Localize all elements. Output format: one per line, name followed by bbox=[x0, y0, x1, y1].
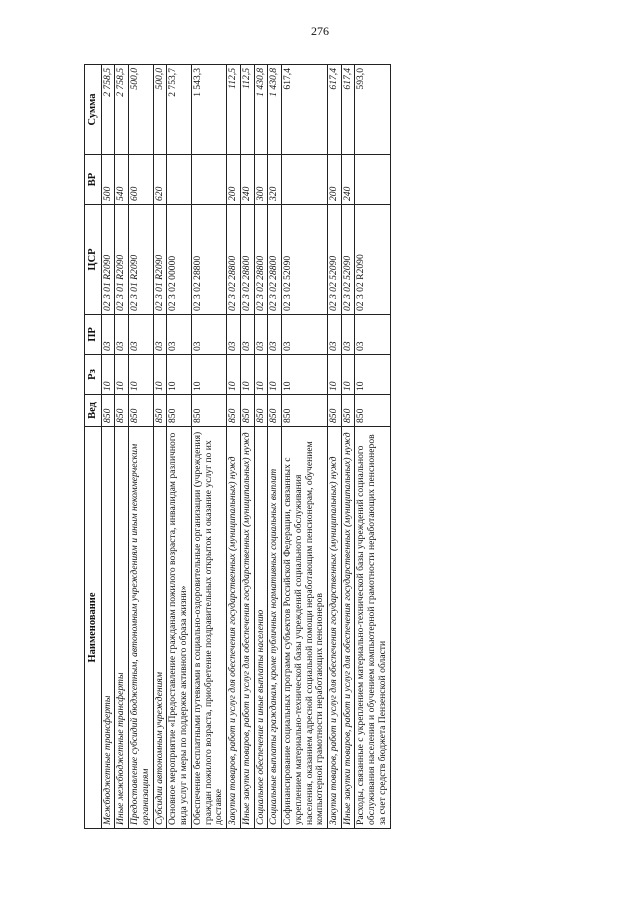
cell-name: Иные закупки товаров, работ и услуг для обеспечения государственных (муниципальных) нужд bbox=[240, 427, 254, 829]
cell-ved: 850 bbox=[341, 395, 355, 427]
table-row bbox=[227, 65, 241, 829]
cell-ved: 850 bbox=[268, 395, 282, 427]
table-row bbox=[240, 65, 254, 829]
cell-vr: 500 bbox=[101, 155, 115, 205]
cell-csr: 02 3 02 28800 bbox=[254, 205, 268, 315]
cell-vr: 200 bbox=[227, 155, 241, 205]
cell-rz: 10 bbox=[167, 355, 191, 395]
cell-vr: 320 bbox=[268, 155, 282, 205]
cell-csr: 02 3 02 28800 bbox=[268, 205, 282, 315]
cell-csr: 02 3 02 52090 bbox=[341, 205, 355, 315]
table-row bbox=[191, 65, 226, 829]
cell-vr: 600 bbox=[129, 155, 153, 205]
cell-ved: 850 bbox=[115, 395, 129, 427]
cell-csr: 02 3 02 28800 bbox=[191, 205, 226, 315]
cell-rz: 10 bbox=[240, 355, 254, 395]
cell-ved: 850 bbox=[191, 395, 226, 427]
cell-vr: 620 bbox=[153, 155, 167, 205]
cell-rz: 10 bbox=[327, 355, 341, 395]
cell-sum: 1 430,8 bbox=[254, 65, 268, 155]
cell-pr: 03 bbox=[101, 315, 115, 355]
cell-sum: 617,4 bbox=[327, 65, 341, 155]
header-sum: Сумма bbox=[85, 65, 102, 155]
table-body bbox=[101, 65, 390, 829]
cell-sum: 112,5 bbox=[240, 65, 254, 155]
cell-rz: 10 bbox=[254, 355, 268, 395]
cell-vr: 540 bbox=[115, 155, 129, 205]
table-row bbox=[167, 65, 191, 829]
cell-sum: 112,5 bbox=[227, 65, 241, 155]
header-vr: ВР bbox=[85, 155, 102, 205]
table-row bbox=[153, 65, 167, 829]
cell-sum: 2 753,7 bbox=[167, 65, 191, 155]
page-number: 276 bbox=[311, 24, 329, 38]
table-row bbox=[355, 65, 390, 829]
cell-pr: 03 bbox=[327, 315, 341, 355]
cell-sum: 617,4 bbox=[341, 65, 355, 155]
cell-vr: 240 bbox=[240, 155, 254, 205]
cell-ved: 850 bbox=[153, 395, 167, 427]
cell-csr: 02 3 01 R2090 bbox=[129, 205, 153, 315]
table-row bbox=[282, 65, 328, 829]
cell-vr: 300 bbox=[254, 155, 268, 205]
cell-pr: 03 bbox=[115, 315, 129, 355]
cell-rz: 10 bbox=[115, 355, 129, 395]
cell-csr: 02 3 02 28800 bbox=[240, 205, 254, 315]
cell-pr: 03 bbox=[355, 315, 390, 355]
cell-name: Социальные выплаты гражданам, кроме публичных нормативных социальных выплат bbox=[268, 427, 282, 829]
cell-pr: 03 bbox=[227, 315, 241, 355]
cell-vr: 240 bbox=[341, 155, 355, 205]
cell-sum: 617,4 bbox=[282, 65, 328, 155]
cell-pr: 03 bbox=[240, 315, 254, 355]
cell-pr: 03 bbox=[153, 315, 167, 355]
cell-ved: 850 bbox=[355, 395, 390, 427]
cell-sum: 500,0 bbox=[129, 65, 153, 155]
cell-rz: 10 bbox=[101, 355, 115, 395]
cell-rz: 10 bbox=[191, 355, 226, 395]
table-row bbox=[254, 65, 268, 829]
cell-vr bbox=[282, 155, 328, 205]
cell-ved: 850 bbox=[129, 395, 153, 427]
header-pr: ПР bbox=[85, 315, 102, 355]
cell-name: Социальное обеспечение и иные выплаты населению bbox=[254, 427, 268, 829]
cell-pr: 03 bbox=[191, 315, 226, 355]
rotated-table-container bbox=[84, 65, 544, 829]
cell-sum: 500,0 bbox=[153, 65, 167, 155]
cell-ved: 850 bbox=[282, 395, 328, 427]
cell-rz: 10 bbox=[153, 355, 167, 395]
cell-name: Закупка товаров, работ и услуг для обеспечения государственных (муниципальных) нужд bbox=[327, 427, 341, 829]
cell-name: Основное мероприятие «Предоставление гражданам пожилого возраста, инвалидам различного вида услуг и меры по поддержке активного образа жизни» bbox=[167, 427, 191, 829]
cell-csr: 02 3 02 00000 bbox=[167, 205, 191, 315]
cell-pr: 03 bbox=[167, 315, 191, 355]
cell-name: Расходы, связанные с укреплением материально-технической базы учреждений социального обслуживания населения и обучением компьютерной грамотности неработающих пенсионеров за счет средств бюджета Пензенской области bbox=[355, 427, 390, 829]
cell-pr: 03 bbox=[341, 315, 355, 355]
cell-vr bbox=[191, 155, 226, 205]
cell-vr bbox=[355, 155, 390, 205]
table-row bbox=[129, 65, 153, 829]
cell-rz: 10 bbox=[282, 355, 328, 395]
cell-name: Межбюджетные трансферты bbox=[101, 427, 115, 829]
cell-name: Иные межбюджетные трансферты bbox=[115, 427, 129, 829]
cell-sum: 1 430,8 bbox=[268, 65, 282, 155]
cell-rz: 10 bbox=[355, 355, 390, 395]
cell-sum: 593,0 bbox=[355, 65, 390, 155]
cell-vr: 200 bbox=[327, 155, 341, 205]
cell-csr: 02 3 01 R2090 bbox=[101, 205, 115, 315]
cell-ved: 850 bbox=[240, 395, 254, 427]
header-rz: Рз bbox=[85, 355, 102, 395]
table-row bbox=[268, 65, 282, 829]
cell-ved: 850 bbox=[227, 395, 241, 427]
cell-name: Предоставление субсидий бюджетным, автономным учреждениям и иным некоммерческим организациям bbox=[129, 427, 153, 829]
header-csr: ЦСР bbox=[85, 205, 102, 315]
budget-table bbox=[84, 64, 391, 829]
header-name: Наименование bbox=[85, 427, 102, 829]
cell-pr: 03 bbox=[268, 315, 282, 355]
cell-rz: 10 bbox=[268, 355, 282, 395]
cell-vr bbox=[167, 155, 191, 205]
cell-name: Субсидии автономным учреждениям bbox=[153, 427, 167, 829]
cell-csr: 02 3 02 28800 bbox=[227, 205, 241, 315]
cell-csr: 02 3 01 R2090 bbox=[115, 205, 129, 315]
table-row bbox=[101, 65, 115, 829]
cell-pr: 03 bbox=[254, 315, 268, 355]
cell-sum: 1 543,3 bbox=[191, 65, 226, 155]
table-row bbox=[327, 65, 341, 829]
cell-csr: 02 3 01 R2090 bbox=[153, 205, 167, 315]
table-header-row bbox=[85, 65, 102, 829]
cell-sum: 2 758,5 bbox=[115, 65, 129, 155]
cell-rz: 10 bbox=[341, 355, 355, 395]
cell-ved: 850 bbox=[327, 395, 341, 427]
header-ved: Вед bbox=[85, 395, 102, 427]
cell-pr: 03 bbox=[129, 315, 153, 355]
cell-pr: 03 bbox=[282, 315, 328, 355]
cell-ved: 850 bbox=[101, 395, 115, 427]
cell-name: Обеспечение бесплатными путевками в социально-оздоровительные организации (учреждения) граждан пожилого возраста, приобретение поздравительных открыток и оказание услуг по их доставке bbox=[191, 427, 226, 829]
cell-name: Иные закупки товаров, работ и услуг для обеспечения государственных (муниципальных) нужд bbox=[341, 427, 355, 829]
cell-csr: 02 3 02 52090 bbox=[327, 205, 341, 315]
cell-ved: 850 bbox=[254, 395, 268, 427]
cell-csr: 02 3 02 R2090 bbox=[355, 205, 390, 315]
cell-rz: 10 bbox=[129, 355, 153, 395]
cell-rz: 10 bbox=[227, 355, 241, 395]
cell-ved: 850 bbox=[167, 395, 191, 427]
table-row bbox=[341, 65, 355, 829]
cell-name: Софинансирование социальных программ субъектов Российской Федерации, связанных с укреплением материально-технической базы учреждений социального обслуживания населения, оказанием адресной социальной помощи неработающим пенсионерам, обучением компьютерной грамотности неработающих пенсионеров bbox=[282, 427, 328, 829]
table-row bbox=[115, 65, 129, 829]
cell-name: Закупка товаров, работ и услуг для обеспечения государственных (муниципальных) нужд bbox=[227, 427, 241, 829]
cell-sum: 2 758,5 bbox=[101, 65, 115, 155]
cell-csr: 02 3 02 52090 bbox=[282, 205, 328, 315]
